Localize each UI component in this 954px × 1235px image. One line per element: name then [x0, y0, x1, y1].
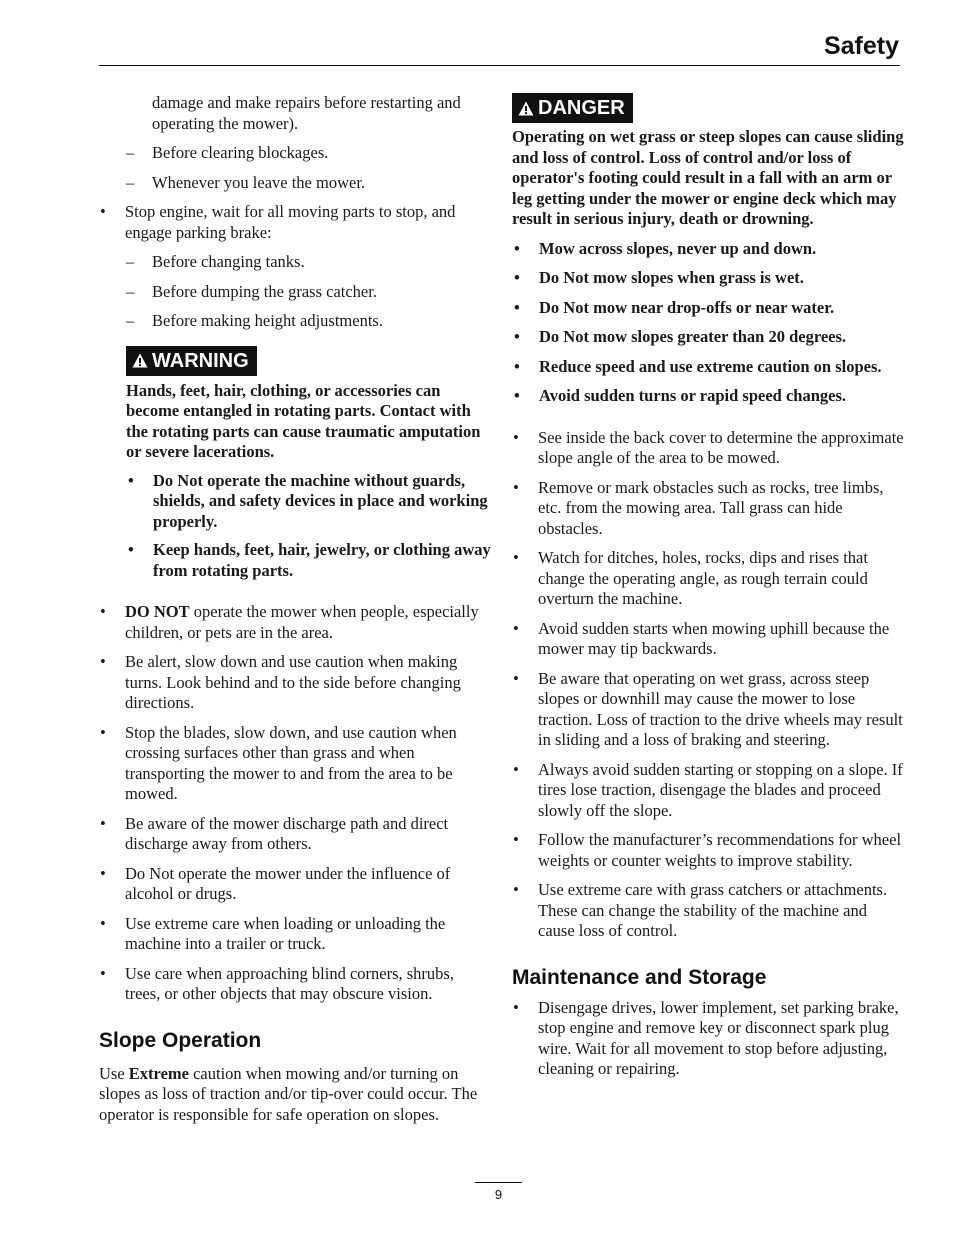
bullet-marker: • [513, 548, 519, 567]
list-item: • Use care when approaching blind corners, shrubs, trees, or other objects that may obscure vision. [100, 963, 454, 1003]
danger-bullet: • Mow across slopes, never up and down. [514, 238, 817, 258]
list-item: • DO NOT operate the mower when people, especially children, or pets are in the area. [100, 602, 479, 642]
list-item: • Be alert, slow down and use caution when making turns. Look behind and to the side before changing directions. [100, 652, 461, 712]
bullet-marker: • [513, 427, 519, 447]
danger-bullet: • Reduce speed and use extreme caution on slopes. [514, 356, 882, 376]
bullet-marker: • [100, 722, 106, 742]
dash-marker: – [126, 252, 135, 271]
bullet-marker: • [100, 813, 106, 833]
danger-bullet: • Do Not mow slopes when grass is wet. [514, 268, 804, 287]
header-rule [99, 65, 900, 66]
bullet-marker: • [100, 863, 106, 883]
emphasis-text: DO NOT [125, 602, 190, 621]
bullet-marker: • [100, 652, 106, 671]
list-item: • Stop engine, wait for all moving parts to stop, and engage parking brake: [100, 202, 456, 242]
bullet-marker: • [100, 202, 106, 221]
section-heading: Maintenance and Storage [512, 965, 767, 989]
danger-bullet: • Do Not mow slopes greater than 20 degrees. [514, 327, 847, 346]
bullet-marker: • [100, 963, 106, 983]
dash-marker: – [126, 281, 135, 301]
danger-bullet: • Do Not mow near drop-offs or near water. [514, 297, 835, 317]
bullet-marker: • [513, 880, 519, 899]
danger-text: Operating on wet grass or steep slopes can cause sliding and loss of control. Loss of control and/or loss of operator's footing could result in a fall with an arm or leg getting under the mower or engine deck which may result in serious injury, death or drowning. [512, 127, 904, 228]
list-item: – Before changing tanks. [126, 252, 305, 271]
right-column [512, 93, 904, 1080]
bullet-marker: • [514, 327, 520, 346]
warning-label: WARNING [152, 349, 249, 372]
list-item: – Before making height adjustments. [126, 311, 383, 330]
list-item: • Remove or mark obstacles such as rocks, tree limbs, etc. from the mowing area. Tall grass can hide obstacles. [513, 477, 884, 538]
bullet-marker: • [514, 297, 520, 317]
warning-bullet: • Do Not operate the machine without guards, shields, and safety devices in place and working properly. [128, 470, 488, 531]
danger-label: DANGER [538, 97, 625, 119]
danger-badge [512, 93, 633, 123]
list-item: – Whenever you leave the mower. [126, 172, 366, 192]
list-item: • See inside the back cover to determine the approximate slope angle of the area to be mowed. [513, 427, 904, 467]
bullet-marker: • [128, 540, 134, 559]
warning-triangle-icon [518, 101, 534, 116]
dash-marker: – [126, 172, 135, 192]
list-item: • Always avoid sudden starting or stopping on a slope. If tires lose traction, disengage the blades and proceed slowly off the slope. [513, 759, 903, 820]
list-item: – Before clearing blockages. [126, 143, 329, 162]
list-item: • Use extreme care when loading or unloading the machine into a trailer or truck. [100, 913, 446, 953]
danger-bullet: • Avoid sudden turns or rapid speed changes. [514, 386, 846, 405]
bullet-marker: • [514, 238, 520, 258]
page-number: 9 [494, 1187, 503, 1202]
bullet-marker: • [513, 618, 519, 638]
dash-marker: – [126, 311, 135, 330]
bullet-marker: • [128, 470, 134, 490]
list-item: • Avoid sudden starts when mowing uphill because the mower may tip backwards. [513, 618, 890, 658]
bullet-marker: • [513, 759, 519, 779]
danger-callout [512, 93, 904, 407]
bullet-marker: • [100, 602, 106, 621]
warning-bullet: • Keep hands, feet, hair, jewelry, or clothing away from rotating parts. [128, 540, 491, 580]
bullet-marker: • [513, 997, 519, 1017]
warning-text: Hands, feet, hair, clothing, or accessories can become entangled in rotating parts. Contact with the rotating parts can cause traumatic amputation or severe lacerations. [126, 380, 481, 461]
list-item: • Be aware of the mower discharge path and direct discharge away from others. [100, 813, 449, 853]
list-item: • Follow the manufacturer’s recommendations for wheel weights or counter weights to improve stability. [513, 830, 902, 870]
warning-triangle-icon [132, 353, 148, 368]
warning-callout [126, 346, 491, 582]
bullet-marker: • [513, 477, 519, 497]
dash-marker: – [126, 143, 135, 162]
bullet-marker: • [513, 830, 519, 849]
bullet-marker: • [100, 913, 106, 933]
list-item: • Be aware that operating on wet grass, across steep slopes or downhill may cause the mower to lose traction. Loss of traction to the drive wheels may result in sliding and a loss of braking and steering. [513, 668, 903, 749]
list-item: • Watch for ditches, holes, rocks, dips and rises that change the operating angle, as rough terrain could overturn the machine. [513, 548, 868, 608]
bullet-marker: • [514, 356, 520, 376]
slope-paragraph: Use Extreme caution when mowing and/or turning on slopes as loss of traction and/or tip-over could occur. The operator is responsible for safe operation on slopes. [99, 1063, 478, 1124]
warning-badge [126, 346, 257, 376]
left-column [99, 93, 491, 1125]
list-item: • Do Not operate the mower under the influence of alcohol or drugs. [100, 863, 451, 903]
continued-text: damage and make repairs before restarting and operating the mower). [152, 93, 461, 133]
list-item: • Use extreme care with grass catchers or attachments. These can change the stability of the machine and cause loss of control. [513, 880, 888, 940]
list-item: • Disengage drives, lower implement, set parking brake, stop engine and remove key or disconnect spark plug wire. Wait for all movement to stop before adjusting, cleaning or repairing. [513, 997, 899, 1078]
section-heading: Slope Operation [99, 1028, 262, 1052]
page-title: Safety [823, 32, 899, 60]
bullet-marker: • [514, 386, 520, 405]
list-item: • Stop the blades, slow down, and use caution when crossing surfaces other than grass and when transporting the mower to and from the area to be mowed. [100, 722, 457, 803]
list-item: – Before dumping the grass catcher. [126, 281, 377, 301]
footer-rule [475, 1182, 522, 1183]
emphasis-text: Extreme [128, 1063, 189, 1083]
bullet-marker: • [513, 668, 519, 688]
bullet-marker: • [514, 268, 520, 287]
